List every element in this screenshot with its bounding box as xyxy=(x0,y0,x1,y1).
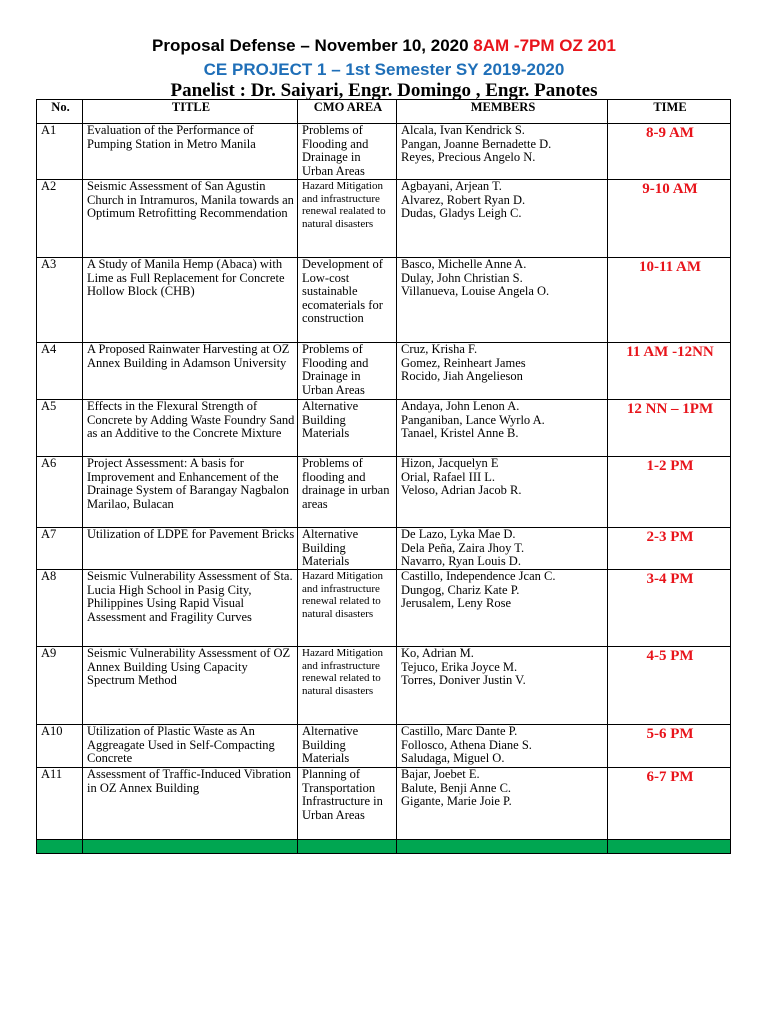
table-row xyxy=(37,457,731,528)
table-row xyxy=(37,180,731,258)
members-cell xyxy=(397,457,608,528)
cmo-area: Alternative Building Materials xyxy=(298,400,397,457)
members-cell xyxy=(397,570,608,647)
member-name: Rocido, Jiah Angelieson xyxy=(401,369,523,384)
member-name: Gomez, Reinheart James xyxy=(401,355,526,370)
members-cell xyxy=(397,768,608,840)
member-name: Agbayani, Arjean T. xyxy=(401,179,502,193)
table-row xyxy=(37,725,731,768)
project-title: Utilization of LDPE for Pavement Bricks xyxy=(83,528,298,570)
group-number: A4 xyxy=(37,343,83,400)
cmo-area: Problems of Flooding and Drainage in Urban Areas xyxy=(298,343,397,400)
member-name: Dela Peña, Zaira Jhoy T. xyxy=(401,540,525,555)
time-slot: 2-3 PM xyxy=(608,528,731,570)
member-name: Saludaga, Miguel O. xyxy=(401,751,505,766)
member-name: Alvarez, Robert Ryan D. xyxy=(401,192,526,207)
member-name: Follosco, Athena Diane S. xyxy=(401,737,532,752)
event-time-location: 8AM -7PM OZ 201 xyxy=(473,36,616,55)
member-name: Gigante, Marie Joie P. xyxy=(401,794,512,809)
project-title: Seismic Vulnerability Assessment of OZ Annex Building Using Capacity Spectrum Method xyxy=(83,647,298,725)
member-name: Reyes, Precious Angelo N. xyxy=(401,150,536,165)
member-name: Tanael, Kristel Anne B. xyxy=(401,426,519,441)
cmo-area: Hazard Mitigation and infrastructure renewal realated to natural disasters xyxy=(298,180,397,258)
table-row xyxy=(37,570,731,647)
cmo-area: Alternative Building Materials xyxy=(298,725,397,768)
col-header-members: MEMBERS xyxy=(397,100,608,124)
footer-cell xyxy=(298,840,397,854)
members-cell xyxy=(397,343,608,400)
footer-cell xyxy=(83,840,298,854)
member-name: Torres, Doniver Justin V. xyxy=(401,673,526,688)
member-name: Navarro, Ryan Louis D. xyxy=(401,554,521,569)
cmo-area: Alternative Building Materials xyxy=(298,528,397,570)
cmo-area: Problems of flooding and drainage in urban areas xyxy=(298,457,397,528)
project-title: Seismic Assessment of San Agustin Church in Intramuros, Manila towards an Optimum Retrofitting Recommendation xyxy=(83,180,298,258)
table-row xyxy=(37,528,731,570)
project-title: Effects in the Flexural Strength of Concrete by Adding Waste Foundry Sand as an Additive to the Concrete Mixture xyxy=(83,400,298,457)
time-slot: 11 AM -12NN xyxy=(608,343,731,400)
time-slot: 5-6 PM xyxy=(608,725,731,768)
member-name: Orial, Rafael III L. xyxy=(401,469,496,484)
member-name: Dulay, John Christian S. xyxy=(401,270,523,285)
members-cell xyxy=(397,124,608,180)
group-number: A3 xyxy=(37,258,83,343)
footer-cell xyxy=(608,840,731,854)
member-name: Pangan, Joanne Bernadette D. xyxy=(401,136,552,151)
cmo-area: Hazard Mitigation and infrastructure renewal related to natural disasters xyxy=(298,647,397,725)
table-row xyxy=(37,647,731,725)
members-cell xyxy=(397,647,608,725)
cmo-area: Planning of Transportation Infrastructure in Urban Areas xyxy=(298,768,397,840)
group-number: A11 xyxy=(37,768,83,840)
time-slot: 8-9 AM xyxy=(608,124,731,180)
table-row xyxy=(37,400,731,457)
member-name: Tejuco, Erika Joyce M. xyxy=(401,659,518,674)
project-title: A Proposed Rainwater Harvesting at OZ Annex Building in Adamson University xyxy=(83,343,298,400)
col-header-no: No. xyxy=(37,100,83,124)
project-title: Utilization of Plastic Waste as An Aggreagate Used in Self-Compacting Concrete xyxy=(83,725,298,768)
table-header-row xyxy=(37,100,731,124)
time-slot: 1-2 PM xyxy=(608,457,731,528)
group-number: A7 xyxy=(37,528,83,570)
time-slot: 10-11 AM xyxy=(608,258,731,343)
member-name: Veloso, Adrian Jacob R. xyxy=(401,483,522,498)
members-cell xyxy=(397,400,608,457)
footer-cell xyxy=(397,840,608,854)
member-name: Cruz, Krisha F. xyxy=(401,342,478,356)
project-title: Seismic Vulnerability Assessment of Sta. Lucia High School in Pasig City, Philippines Using Rapid Visual Assessment and Fragility Curves xyxy=(83,570,298,647)
project-title: Evaluation of the Performance of Pumping Station in Metro Manila xyxy=(83,124,298,180)
group-number: A8 xyxy=(37,570,83,647)
time-slot: 3-4 PM xyxy=(608,570,731,647)
members-cell xyxy=(397,180,608,258)
group-number: A6 xyxy=(37,457,83,528)
group-number: A10 xyxy=(37,725,83,768)
table-footer-row xyxy=(37,840,731,854)
members-cell xyxy=(397,258,608,343)
project-title: Project Assessment: A basis for Improvement and Enhancement of the Drainage System of Barangay Nagbalon Marilao, Bulacan xyxy=(83,457,298,528)
member-name: Panganiban, Lance Wyrlo A. xyxy=(401,412,545,427)
time-slot: 9-10 AM xyxy=(608,180,731,258)
member-name: Bajar, Joebet E. xyxy=(401,767,480,781)
member-name: Ko, Adrian M. xyxy=(401,646,474,660)
panelist-line: Panelist : Dr. Saiyari, Engr. Domingo , Engr. Panotes xyxy=(170,80,598,101)
col-header-title: TITLE xyxy=(83,100,298,124)
member-name: Andaya, John Lenon A. xyxy=(401,399,520,413)
footer-cell xyxy=(37,840,83,854)
group-number: A9 xyxy=(37,647,83,725)
members-cell xyxy=(397,725,608,768)
member-name: De Lazo, Lyka Mae D. xyxy=(401,527,516,541)
member-name: Basco, Michelle Anne A. xyxy=(401,257,527,271)
col-header-time: TIME xyxy=(608,100,731,124)
group-number: A5 xyxy=(37,400,83,457)
time-slot: 12 NN – 1PM xyxy=(608,400,731,457)
member-name: Castillo, Independence Jcan C. xyxy=(401,569,556,583)
member-name: Villanueva, Louise Angela O. xyxy=(401,284,550,299)
member-name: Castillo, Marc Dante P. xyxy=(401,724,518,738)
col-header-cmo-area: CMO AREA xyxy=(298,100,397,124)
member-name: Hizon, Jacquelyn E xyxy=(401,456,499,470)
member-name: Dungog, Chariz Kate P. xyxy=(401,582,520,597)
project-title: Assessment of Traffic-Induced Vibration in OZ Annex Building xyxy=(83,768,298,840)
event-heading-text: Proposal Defense – November 10, 2020 xyxy=(152,36,474,55)
cmo-area: Development of Low-cost sustainable ecomaterials for construction xyxy=(298,258,397,343)
members-cell xyxy=(397,528,608,570)
course-subtitle: CE PROJECT 1 – 1st Semester SY 2019-2020 xyxy=(203,60,565,79)
event-heading xyxy=(0,36,768,56)
time-slot: 6-7 PM xyxy=(608,768,731,840)
table-row xyxy=(37,258,731,343)
member-name: Balute, Benji Anne C. xyxy=(401,780,512,795)
member-name: Alcala, Ivan Kendrick S. xyxy=(401,123,525,137)
table-row xyxy=(37,768,731,840)
project-title: A Study of Manila Hemp (Abaca) with Lime as Full Replacement for Concrete Hollow Block (CHB) xyxy=(83,258,298,343)
time-slot: 4-5 PM xyxy=(608,647,731,725)
cmo-area: Problems of Flooding and Drainage in Urban Areas xyxy=(298,124,397,180)
table-row xyxy=(37,343,731,400)
table-row xyxy=(37,124,731,180)
group-number: A2 xyxy=(37,180,83,258)
member-name: Jerusalem, Leny Rose xyxy=(401,596,512,611)
cmo-area: Hazard Mitigation and infrastructure renewal related to natural disasters xyxy=(298,570,397,647)
schedule-table xyxy=(36,99,731,854)
member-name: Dudas, Gladys Leigh C. xyxy=(401,206,522,221)
group-number: A1 xyxy=(37,124,83,180)
